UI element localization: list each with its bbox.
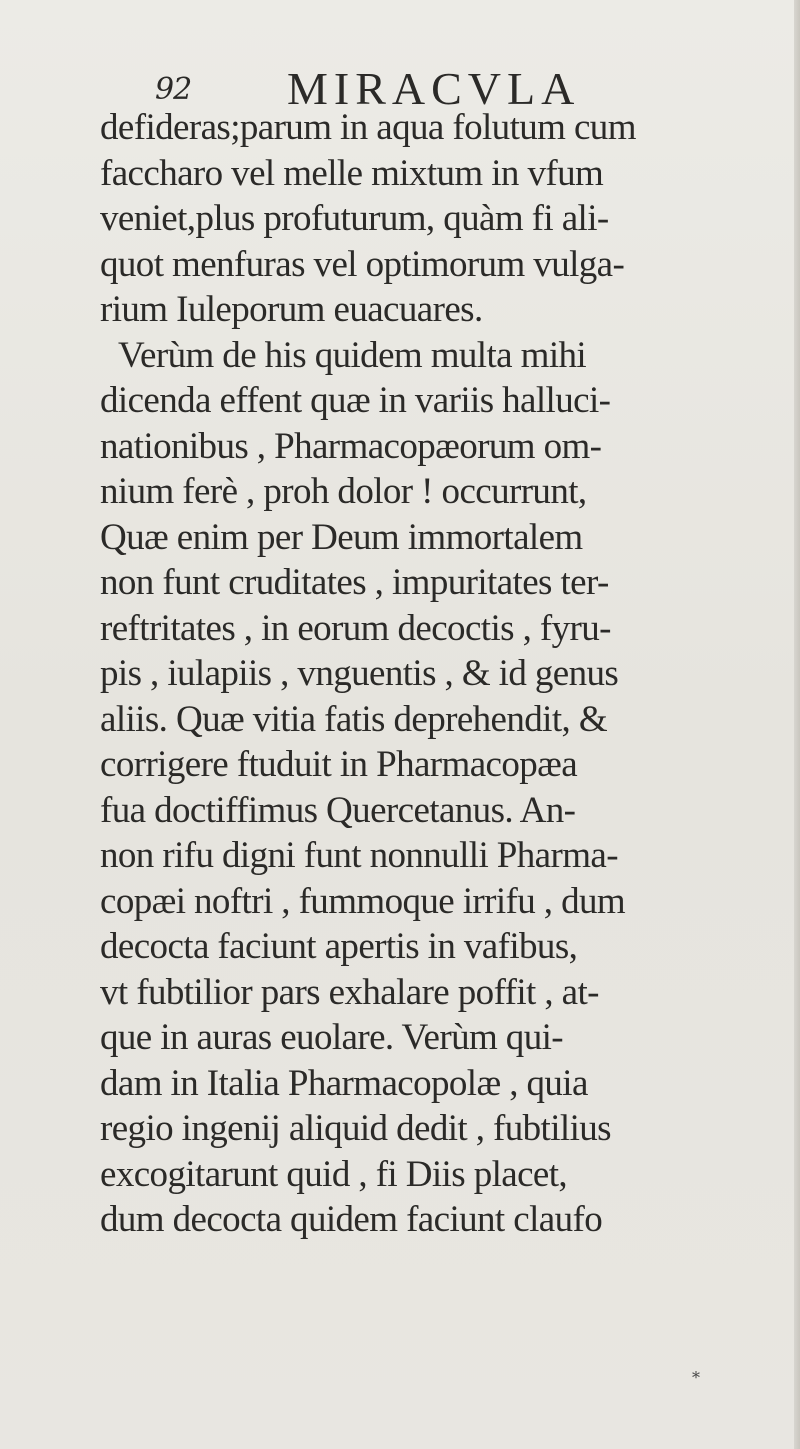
text-line: aliis. Quæ vitia fatis deprehendit, & [100, 698, 608, 740]
text-line: faccharo vel melle mixtum in vfum [100, 152, 604, 194]
text-line: nationibus , Pharmacopæorum om- [100, 425, 602, 467]
page-number: 92 [155, 72, 192, 107]
text-line: fua doctiffimus Quercetanus. An- [100, 789, 576, 831]
text-line: defideras;parum in aqua folutum cum [100, 107, 636, 148]
text-line: dicenda effent quæ in variis halluci- [100, 380, 611, 421]
text-line: vt fubtilior pars exhalare poffit , at- [100, 971, 599, 1013]
text-line: reftritates , in eorum decoctis , fyru- [100, 607, 611, 649]
text-line: corrigere ftuduit in Pharmacopæa [100, 744, 578, 785]
body-text [100, 105, 790, 1243]
text-line: non funt cruditates , impuritates ter- [100, 562, 609, 603]
text-line: nium ferè , proh dolor ! occurrunt, [100, 471, 587, 512]
text-line: excogitarunt quid , fi Diis placet, [100, 1153, 568, 1195]
page-edge [794, 0, 800, 1449]
text-line: regio ingenij aliquid dedit , fubtilius [100, 1108, 611, 1149]
text-line: dum decocta quidem faciunt claufo [100, 1199, 603, 1240]
running-title: MIRACVLA [287, 63, 581, 114]
text-line: pis , iulapiis , vnguentis , & id genus [100, 653, 619, 694]
text-line: Verùm de his quidem multa mihi [118, 334, 587, 376]
text-line: veniet,plus profuturum, quàm fi ali- [100, 198, 609, 239]
text-line: non rifu digni funt nonnulli Pharma- [100, 835, 618, 876]
text-line: copæi noftri , fummoque irrifu , dum [100, 880, 626, 922]
text-line: dam in Italia Pharmacopolæ , quia [100, 1062, 588, 1104]
text-line: quot menfuras vel optimorum vulga- [100, 243, 625, 285]
text-line: que in auras euolare. Verùm qui- [100, 1017, 564, 1058]
text-line: rium Iuleporum euacuares. [100, 289, 483, 330]
text-line: decocta faciunt apertis in vafibus, [100, 926, 578, 967]
catchword-mark: * [692, 1368, 700, 1387]
text-line: Quæ enim per Deum immortalem [100, 516, 583, 558]
